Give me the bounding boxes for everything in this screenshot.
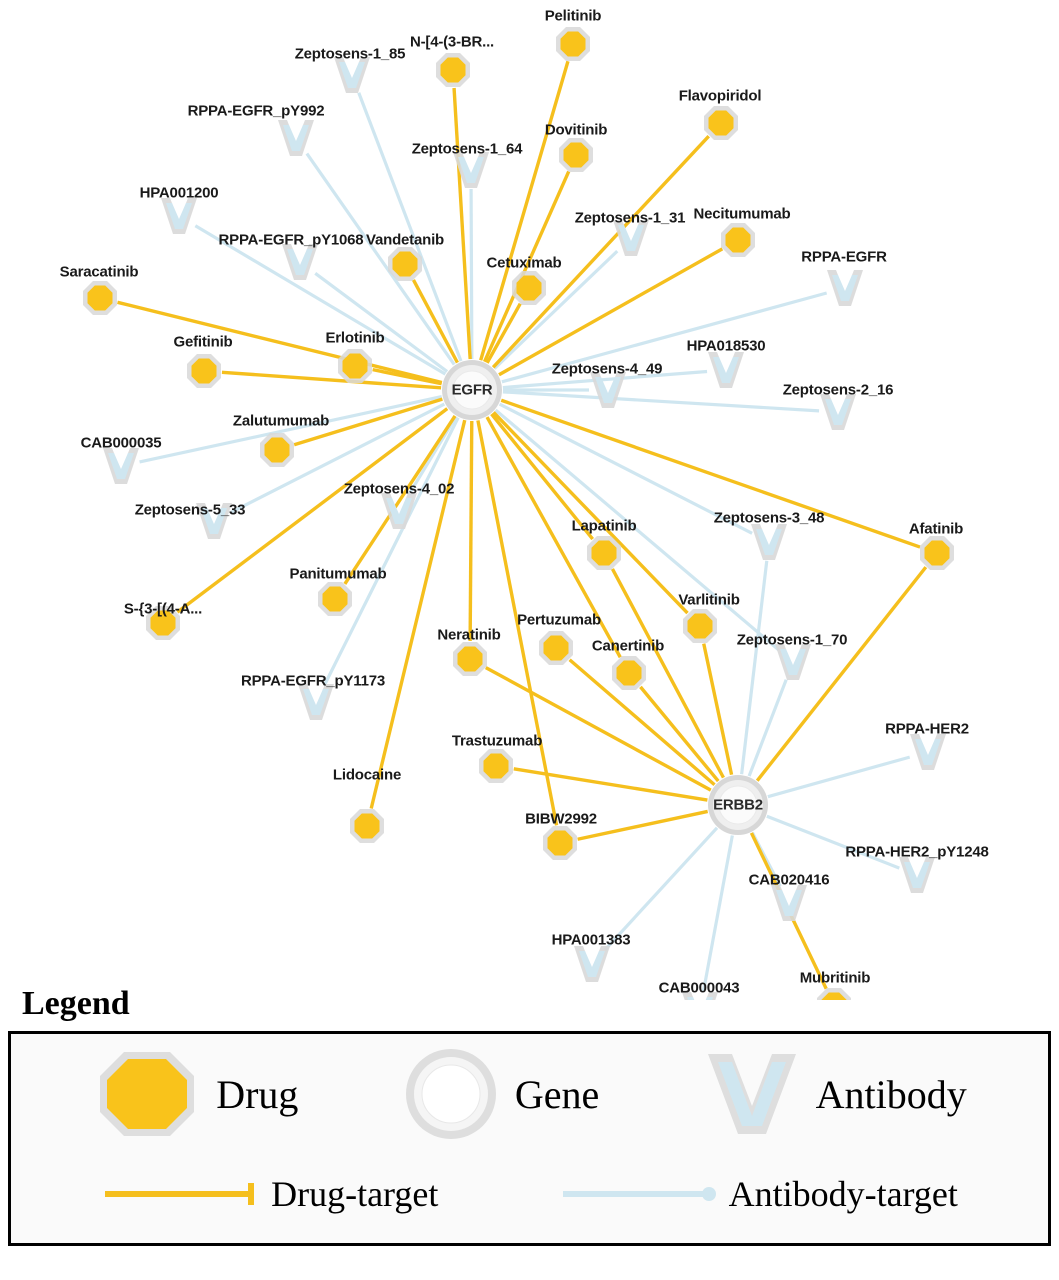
antibody-node[interactable] bbox=[899, 857, 935, 893]
antibody-node[interactable] bbox=[708, 352, 744, 388]
edge bbox=[470, 421, 472, 641]
antibody-label: Zeptosens-1_70 bbox=[736, 631, 848, 649]
antibody-label: RPPA-EGFR_pY1173 bbox=[240, 672, 386, 690]
drug-node[interactable] bbox=[587, 536, 621, 570]
drug-label: Pertuzumab bbox=[517, 611, 601, 629]
drug-target-edge-icon bbox=[101, 1179, 261, 1209]
drug-label: Zalutumumab bbox=[232, 412, 330, 430]
drug-node[interactable] bbox=[539, 631, 573, 665]
antibody-node[interactable] bbox=[574, 946, 610, 982]
drug-label: Pelitinib bbox=[544, 7, 602, 25]
antibody-target-edge-icon bbox=[559, 1179, 719, 1209]
legend-item-antibody-target bbox=[559, 1173, 958, 1215]
edge bbox=[494, 412, 688, 613]
drug-node[interactable] bbox=[260, 433, 294, 467]
drug-node[interactable] bbox=[920, 536, 954, 570]
antibody-node[interactable] bbox=[910, 734, 946, 770]
legend-node-row bbox=[11, 1034, 1048, 1154]
drug-node[interactable] bbox=[512, 271, 546, 305]
drug-label: Neratinib bbox=[437, 626, 501, 644]
legend-label-drug-target: Drug-target bbox=[271, 1174, 439, 1214]
antibody-node[interactable] bbox=[278, 120, 314, 156]
gene-label: ERBB2 bbox=[713, 796, 763, 814]
antibody-label: HPA018530 bbox=[686, 337, 766, 355]
antibody-node[interactable] bbox=[820, 394, 856, 430]
drug-label: Necitumumab bbox=[693, 205, 791, 223]
antibody-node[interactable] bbox=[771, 885, 807, 921]
antibody-label: RPPA-EGFR_pY992 bbox=[187, 102, 325, 120]
antibody-label: Zeptosens-5_33 bbox=[134, 501, 246, 519]
drug-label: N-[4-(3-BR... bbox=[409, 33, 495, 51]
edge bbox=[503, 392, 819, 411]
edge bbox=[768, 757, 910, 797]
legend-label-gene: Gene bbox=[514, 1071, 600, 1117]
drug-label: Flavopiridol bbox=[678, 87, 762, 105]
drug-label: Lapatinib bbox=[571, 517, 637, 535]
drug-label: Vandetanib bbox=[365, 231, 445, 249]
edge bbox=[640, 687, 718, 781]
antibody-node[interactable] bbox=[827, 270, 863, 306]
legend-label-drug: Drug bbox=[216, 1071, 299, 1117]
edge bbox=[481, 61, 568, 360]
antibody-label: Zeptosens-1_85 bbox=[294, 45, 406, 63]
drug-label: Canertinib bbox=[591, 637, 665, 655]
drug-node-icon bbox=[92, 1044, 202, 1144]
antibody-label: Zeptosens-4_02 bbox=[343, 480, 455, 498]
drug-label: Trastuzumab bbox=[451, 732, 543, 750]
legend-title: Legend bbox=[22, 985, 130, 1022]
drug-node[interactable] bbox=[612, 656, 646, 690]
antibody-node[interactable] bbox=[775, 644, 811, 680]
drug-node[interactable] bbox=[721, 223, 755, 257]
antibody-label: Zeptosens-3_48 bbox=[713, 509, 825, 527]
antibody-label: RPPA-EGFR_pY1068 bbox=[218, 231, 364, 249]
edge bbox=[757, 567, 926, 781]
drug-label: Mubritinib bbox=[799, 969, 871, 987]
antibody-label: CAB000035 bbox=[80, 434, 162, 452]
antibody-label: RPPA-EGFR bbox=[801, 248, 887, 266]
antibody-label: Zeptosens-4_49 bbox=[551, 360, 663, 378]
edge bbox=[703, 835, 732, 991]
edge bbox=[373, 370, 442, 384]
edge bbox=[704, 644, 732, 775]
legend-label-antibody-target: Antibody-target bbox=[728, 1174, 958, 1214]
antibody-node[interactable] bbox=[103, 448, 139, 484]
drug-label: Gefitinib bbox=[173, 333, 233, 351]
drug-node[interactable] bbox=[83, 281, 117, 315]
antibody-label: Zeptosens-1_64 bbox=[411, 140, 523, 158]
drug-label: Lidocaine bbox=[332, 766, 402, 784]
edge bbox=[578, 811, 708, 839]
drug-label: Afatinib bbox=[908, 520, 964, 538]
edge bbox=[359, 93, 461, 361]
antibody-label: CAB000043 bbox=[658, 979, 740, 997]
drug-node[interactable] bbox=[436, 53, 470, 87]
drug-label: Varlitinib bbox=[678, 591, 740, 609]
antibody-label: RPPA-HER2_pY1248 bbox=[845, 843, 989, 861]
antibody-label: RPPA-HER2 bbox=[885, 720, 969, 738]
drug-label: S-{3-[(4-A... bbox=[123, 600, 203, 618]
legend-item-gene bbox=[401, 1044, 599, 1144]
drug-node[interactable] bbox=[683, 609, 717, 643]
drug-node[interactable] bbox=[350, 809, 384, 843]
antibody-node[interactable] bbox=[751, 524, 787, 560]
drug-label: Dovitinib bbox=[544, 121, 608, 139]
drug-node[interactable] bbox=[543, 826, 577, 860]
drug-label: Saracatinib bbox=[59, 263, 139, 281]
drug-node[interactable] bbox=[338, 349, 372, 383]
gene-label: EGFR bbox=[451, 381, 493, 399]
antibody-node-icon bbox=[702, 1044, 802, 1144]
legend-item-drug-target bbox=[101, 1173, 438, 1215]
antibody-label: HPA001383 bbox=[551, 931, 631, 949]
edge bbox=[454, 88, 470, 359]
legend-box bbox=[8, 1031, 1051, 1246]
antibody-label: CAB020416 bbox=[748, 871, 830, 889]
drug-node[interactable] bbox=[559, 138, 593, 172]
gene-node-icon bbox=[401, 1044, 501, 1144]
antibody-label: HPA001200 bbox=[139, 184, 219, 202]
edge bbox=[749, 680, 786, 776]
antibody-node[interactable] bbox=[161, 198, 197, 234]
legend-label-antibody: Antibody bbox=[815, 1071, 967, 1117]
drug-node[interactable] bbox=[187, 354, 221, 388]
drug-node[interactable] bbox=[388, 247, 422, 281]
legend-item-drug bbox=[92, 1044, 298, 1144]
legend-item-antibody bbox=[702, 1044, 967, 1144]
drug-label: Panitumumab bbox=[289, 565, 387, 583]
edge bbox=[471, 189, 472, 359]
drug-node[interactable] bbox=[318, 582, 352, 616]
drug-label: Erlotinib bbox=[325, 329, 385, 347]
drug-node[interactable] bbox=[453, 642, 487, 676]
antibody-node[interactable] bbox=[282, 244, 318, 280]
drug-node[interactable] bbox=[556, 27, 590, 61]
drug-node[interactable] bbox=[479, 749, 513, 783]
edge bbox=[345, 416, 455, 584]
edge bbox=[501, 400, 920, 547]
edge bbox=[324, 418, 458, 685]
drug-node[interactable] bbox=[704, 106, 738, 140]
antibody-label: Zeptosens-2_16 bbox=[782, 381, 894, 399]
drug-label: Cetuximab bbox=[486, 254, 562, 272]
legend-edge-row bbox=[11, 1154, 1048, 1234]
antibody-label: Zeptosens-1_31 bbox=[574, 209, 686, 227]
legend bbox=[8, 985, 1051, 1246]
drug-label: BIBW2992 bbox=[525, 810, 597, 828]
